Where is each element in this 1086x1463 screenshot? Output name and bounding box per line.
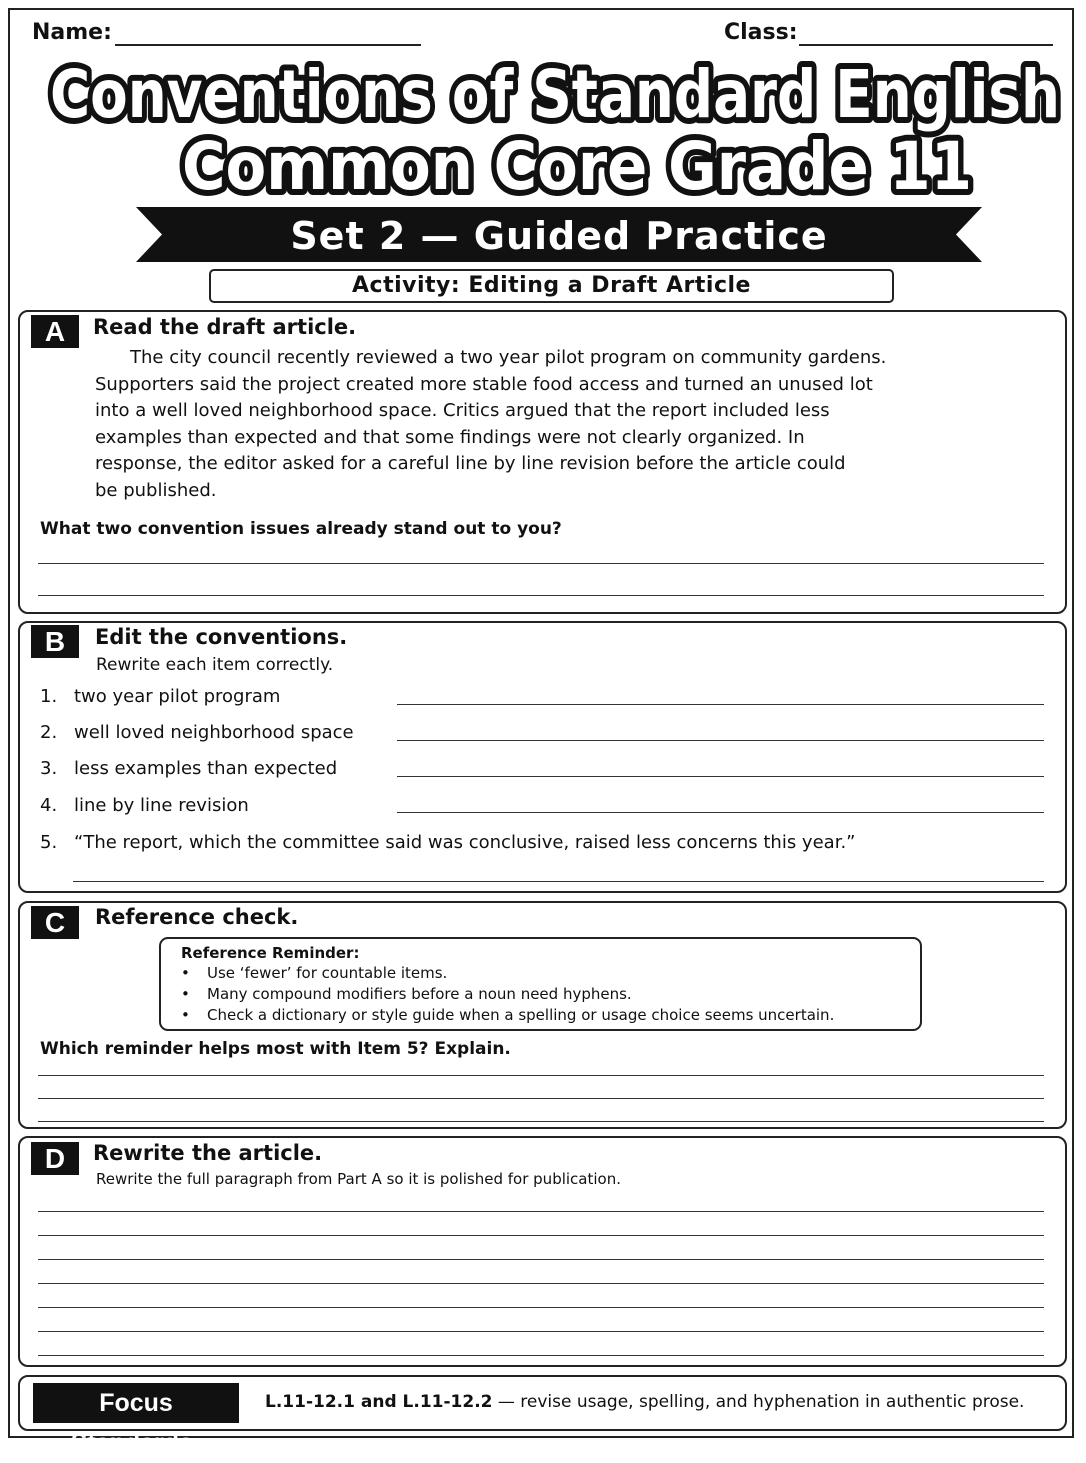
focus-standards [18,1375,1067,1457]
item-answer-line[interactable] [73,881,1044,882]
bullet: • [181,985,190,1003]
item-number: 4. [40,795,58,816]
answer-line[interactable] [38,1075,1044,1076]
item-answer-line[interactable] [397,740,1044,741]
draft-article [95,345,895,504]
set-banner [136,207,982,262]
reminder-text: Check a dictionary or style guide when a spelling or usage choice seems uncertain. [207,1006,835,1024]
item-text: “The report, which the committee said was conclusive, raised less concerns this year.” [74,832,856,853]
section-c-badge: C [31,906,79,939]
worksheet-title [40,58,1070,204]
article-line: Supporters said the project created more stable food access and turned an unused lot [95,373,873,395]
article-line: into a well loved neighborhood space. Critics argued that the report included less [95,400,830,421]
bullet: • [181,1006,190,1024]
item-text: line by line revision [74,795,249,816]
section-d-title: Rewrite the article. [93,1141,323,1165]
section-d-instruction: Rewrite the full paragraph from Part A so it is polished for publication. [96,1170,621,1188]
article-line: response, the editor asked for a careful line by line revision before the article could [95,453,846,474]
class-field[interactable] [799,44,1053,46]
answer-line[interactable] [38,1331,1044,1332]
standards-codes: L.11-12.1 and L.11-12.2 [265,1392,493,1412]
title-line-1: Conventions of Standard English [50,58,1060,133]
item-number: 1. [40,686,58,707]
item-number: 3. [40,758,58,779]
answer-line[interactable] [38,1355,1044,1356]
reminder-item [181,964,447,982]
section-d-badge: D [31,1142,79,1175]
item-text: two year pilot program [74,686,281,707]
reminder-text: Many compound modifiers before a noun need hyphens. [207,985,632,1003]
article-line: The city council recently reviewed a two year pilot program on community gardens. [130,347,887,368]
answer-line[interactable] [38,563,1044,564]
answer-line[interactable] [38,1259,1044,1260]
section-a-title: Read the draft article. [93,315,357,339]
answer-line[interactable] [38,1098,1044,1099]
section-b-title: Edit the conventions. [95,625,348,649]
item-text: well loved neighborhood space [74,722,354,743]
reference-reminder-box [159,937,922,1031]
reminder-item [181,1006,834,1024]
answer-line[interactable] [38,1121,1044,1122]
reminder-item [181,985,632,1003]
item-answer-line[interactable] [397,776,1044,777]
section-c-question: Which reminder helps most with Item 5? Explain. [40,1039,511,1059]
answer-line[interactable] [38,1307,1044,1308]
answer-line[interactable] [38,1211,1044,1212]
answer-line[interactable] [38,1283,1044,1284]
class-label: Class: [724,20,798,45]
article-line: be published. [95,479,217,501]
reminder-title: Reference Reminder: [181,944,360,962]
section-a-badge: A [31,315,79,348]
item-number: 5. [40,832,58,853]
name-field[interactable] [115,44,421,46]
answer-line[interactable] [38,1235,1044,1236]
bullet: • [181,964,190,982]
banner-text: Set 2 — Guided Practice [290,214,828,258]
item-text: less examples than expected [74,758,338,779]
activity-title: Activity: Editing a Draft Article [209,269,894,303]
answer-line[interactable] [38,595,1044,596]
section-b-instruction: Rewrite each item correctly. [96,655,334,675]
item-answer-line[interactable] [397,812,1044,813]
focus-label: Focus Standards: [33,1383,239,1423]
section-c-title: Reference check. [95,905,299,929]
item-answer-line[interactable] [397,704,1044,705]
standards-summary: — revise usage, spelling, and hyphenation in authentic prose. [492,1392,1025,1412]
reminder-text: Use ‘fewer’ for countable items. [207,964,448,982]
focus-description [265,1392,1024,1412]
item-number: 2. [40,722,58,743]
title-line-2: Common Core Grade 11 [182,128,972,204]
section-b-badge: B [31,625,79,658]
article-line: examples than expected and that some findings were not clearly organized. In [95,426,805,448]
section-a-question: What two convention issues already stand out to you? [40,519,562,539]
name-label: Name: [32,20,112,45]
